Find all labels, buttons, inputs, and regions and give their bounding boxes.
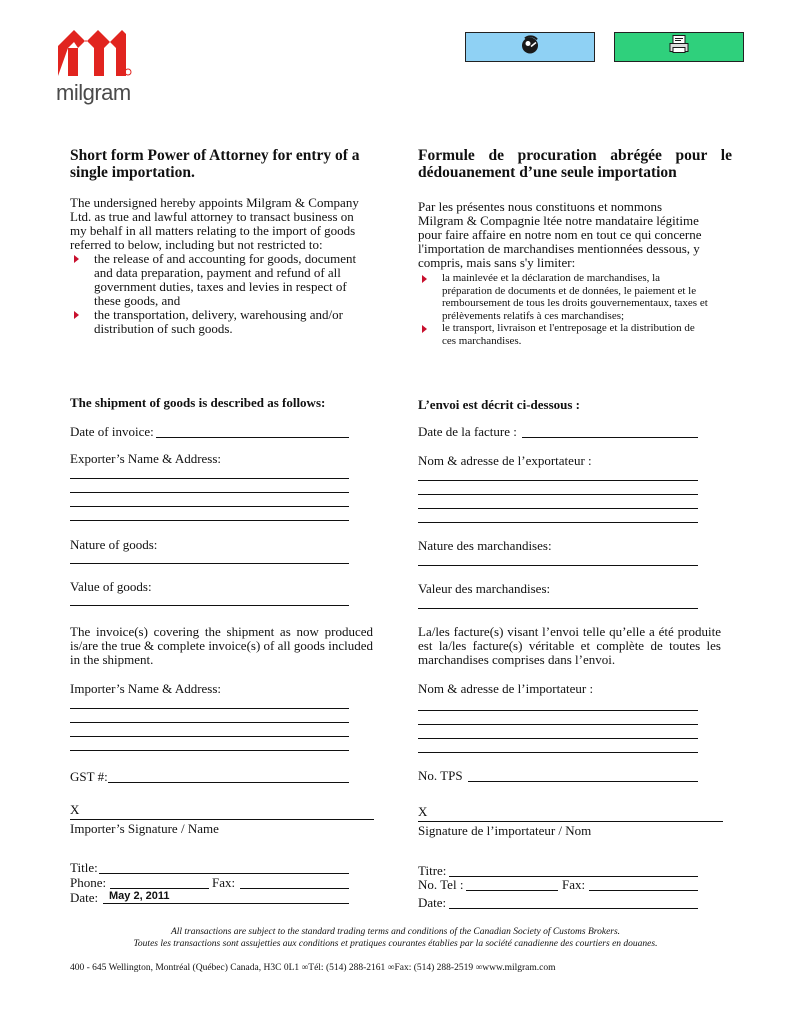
exporter-label-fr: Nom & adresse de l’exportateur : — [418, 453, 592, 468]
fax-label-en: Fax: — [212, 875, 236, 890]
date-value-en[interactable]: May 2, 2011 — [109, 890, 170, 902]
shipment-heading-en: The shipment of goods is described as follows: — [70, 395, 326, 410]
invoice-statement-fr: La/les facture(s) visant l’envoi telle qu’elle a été produite est la/les facture(s) véritable et complète de toutes les marchandises comprises dans l’envoi. — [418, 624, 721, 667]
nature-label-fr: Nature des marchandises: — [418, 538, 552, 553]
importer-line-fr-4[interactable] — [418, 752, 698, 753]
terms-fr: Toutes les transactions sont assujetties aux conditions et pratiques courantes établies par la société canadienne des courtiers en douanes. — [133, 939, 658, 949]
phone-label-fr: No. Tel : — [418, 877, 464, 892]
date-invoice-field-fr[interactable] — [522, 437, 698, 438]
gst-label-en: GST #: — [70, 769, 108, 784]
value-field-en[interactable] — [70, 605, 349, 606]
exporter-line-en-3[interactable] — [70, 506, 349, 507]
printer-icon — [668, 35, 690, 60]
terms-en: All transactions are subject to the standard trading terms and conditions of the Canadian Society of Customs Brokers. — [170, 927, 621, 937]
value-field-fr[interactable] — [418, 608, 698, 609]
exporter-line-fr-3[interactable] — [418, 508, 698, 509]
signature-field-fr[interactable] — [418, 821, 723, 822]
date-invoice-label-fr: Date de la facture : — [418, 424, 517, 439]
bullet-en-1: the release of and accounting for goods, document and data preparation, payment and refund of all government duties, taxes and levies in respect of these goods, and — [70, 252, 370, 308]
importer-line-en-2[interactable] — [70, 722, 349, 723]
fax-label-fr: Fax: — [562, 877, 586, 892]
fax-field-fr[interactable] — [589, 890, 698, 891]
signature-x-en: X — [70, 802, 80, 817]
importer-line-en-1[interactable] — [70, 708, 349, 709]
value-label-fr: Valeur des marchandises: — [418, 581, 551, 596]
phone-label-en: Phone: — [70, 875, 107, 890]
invoice-statement-en: The invoice(s) covering the shipment as now produced is/are the true & complete invoice(s) of all goods included in the shipment. — [70, 624, 373, 667]
exporter-line-fr-4[interactable] — [418, 522, 698, 523]
signature-label-fr: Signature de l’importateur / Nom — [418, 823, 592, 838]
milgram-logo — [54, 24, 144, 108]
logo-mark-icon — [54, 24, 134, 80]
title-label-en: Title: — [70, 860, 98, 875]
globe-icon — [519, 35, 541, 60]
signature-x-fr: X — [418, 804, 428, 819]
nature-label-en: Nature of goods: — [70, 537, 158, 552]
fax-field-en[interactable] — [240, 888, 349, 889]
signature-label-en: Importer’s Signature / Name — [70, 821, 219, 836]
exporter-label-en: Exporter’s Name & Address: — [70, 451, 222, 466]
globe-button[interactable] — [465, 32, 595, 62]
title-en: Short form Power of Attorney for entry of a single importation. — [70, 147, 360, 181]
gst-field-en[interactable] — [108, 782, 349, 783]
bullet-fr-1: la mainlevée et la déclaration de marchandises, la préparation de documents et de données, le paiement et le remboursement de tous les droits gouvernementaux, taxes et prélèvements relatifs à ces marchandises; — [418, 272, 708, 322]
importer-label-en: Importer’s Name & Address: — [70, 681, 222, 696]
exporter-line-en-4[interactable] — [70, 520, 349, 521]
title-label-fr: Titre: — [418, 863, 447, 878]
exporter-line-fr-2[interactable] — [418, 494, 698, 495]
importer-line-fr-2[interactable] — [418, 724, 698, 725]
nature-field-fr[interactable] — [418, 565, 698, 566]
intro-fr-text: Par les présentes nous constituons et nommons Milgram & Compagnie ltée notre mandataire légitime pour faire affaire en notre nom en tout ce qui concerne l'importation de marchandises mentionnées dessous, y compris, mais sans s'y limiter: — [418, 199, 702, 270]
print-button[interactable] — [614, 32, 744, 62]
importer-label-fr: Nom & adresse de l’importateur : — [418, 681, 594, 696]
intro-en — [70, 196, 370, 336]
signature-field-en[interactable] — [70, 819, 374, 820]
shipment-heading-fr: L’envoi est décrit ci-dessous : — [418, 397, 581, 412]
date-label-en: Date: — [70, 890, 99, 905]
importer-line-en-3[interactable] — [70, 736, 349, 737]
importer-line-fr-1[interactable] — [418, 710, 698, 711]
phone-field-en[interactable] — [110, 888, 209, 889]
importer-line-en-4[interactable] — [70, 750, 349, 751]
date-field-fr[interactable] — [449, 908, 698, 909]
exporter-line-fr-1[interactable] — [418, 480, 698, 481]
intro-en-text: The undersigned hereby appoints Milgram & Company Ltd. as true and lawful attorney to transact business on my behalf in all matters relating to the import of goods referred to below, including but not restricted to: — [70, 195, 359, 252]
nature-field-en[interactable] — [70, 563, 349, 564]
date-invoice-label-en: Date of invoice: — [70, 424, 154, 439]
gst-label-fr: No. TPS — [418, 768, 463, 783]
bullet-en-2: the transportation, delivery, warehousing and/or distribution of such goods. — [70, 308, 370, 336]
bullet-fr-2: le transport, livraison et l'entreposage et la distribution de ces marchandises. — [418, 322, 708, 347]
date-label-fr: Date: — [418, 895, 447, 910]
gst-field-fr[interactable] — [468, 781, 698, 782]
value-label-en: Value of goods: — [70, 579, 152, 594]
exporter-line-en-1[interactable] — [70, 478, 349, 479]
title-field-en[interactable] — [99, 873, 349, 874]
title-fr: Formule de procuration abrégée pour le dédouanement d’une seule importation — [418, 147, 732, 181]
exporter-line-en-2[interactable] — [70, 492, 349, 493]
company-address: 400 - 645 Wellington, Montréal (Québec) Canada, H3C 0L1 ∞Tél: (514) 288-2161 ∞Fax: (514) 288-2519 ∞www.milgram.com — [70, 963, 556, 973]
logo-wordmark: milgram — [56, 80, 131, 105]
intro-fr — [418, 200, 708, 347]
date-field-en[interactable] — [103, 903, 349, 904]
importer-line-fr-3[interactable] — [418, 738, 698, 739]
date-invoice-field-en[interactable] — [156, 437, 349, 438]
phone-field-fr[interactable] — [466, 890, 558, 891]
